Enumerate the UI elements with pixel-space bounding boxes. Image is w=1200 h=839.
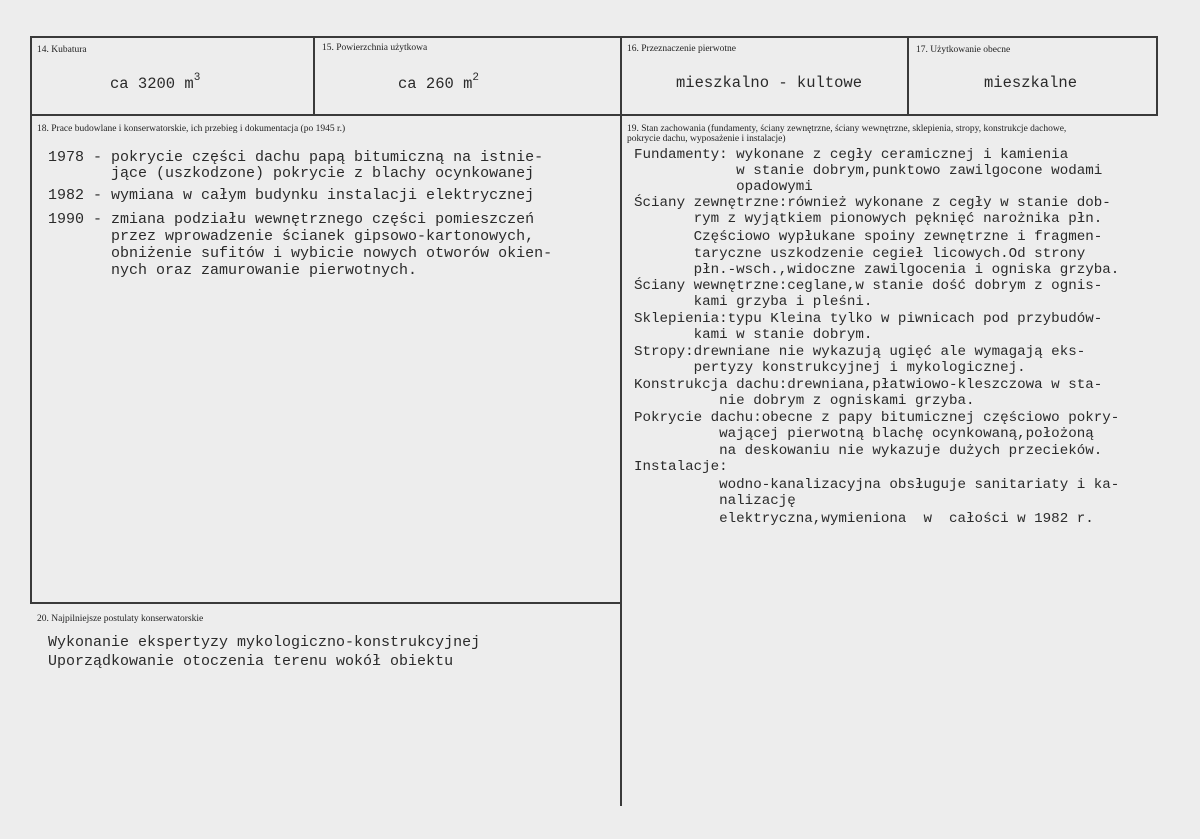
stan-line: elektryczna,wymieniona w całości w 1982 r. xyxy=(634,511,1094,527)
powierzchnia-unit-exponent: 2 xyxy=(472,72,480,84)
postulaty-label: 20. Najpilniejsze postulaty konserwatorskie xyxy=(37,614,204,624)
stan-line: płn.-wsch.,widoczne zawilgocenia i ogniska grzyba. xyxy=(634,262,1120,278)
prace-line: 1978 - pokrycie części dachu papą bitumiczną na istnie- xyxy=(48,149,544,166)
uzytkowanie-label: 17. Użytkowanie obecne xyxy=(916,45,1011,55)
stan-line: wającej pierwotną blachę ocynkowaną,położoną xyxy=(634,426,1094,442)
stan-line: Ściany zewnętrzne:również wykonane z cegły w stanie dob- xyxy=(634,195,1111,211)
stan-line: taryczne uszkodzenie cegieł licowych.Od strony xyxy=(634,246,1086,262)
prace-line: obniżenie sufitów i wybicie nowych otworów okien- xyxy=(48,245,553,262)
kubatura-unit-exponent: 3 xyxy=(193,72,201,84)
stan-line: Fundamenty: wykonane z cegły ceramicznej i kamienia xyxy=(634,147,1069,163)
uzytkowanie-value: mieszkalne xyxy=(984,74,1078,92)
prace-line: przez wprowadzenie ścianek gipsowo-kartonowych, xyxy=(48,228,535,245)
kubatura-number: ca 3200 m xyxy=(110,75,194,94)
prace-label: 18. Prace budowlane i konserwatorskie, ich przebieg i dokumentacja (po 1945 r.) xyxy=(37,124,346,134)
przeznaczenie-label: 16. Przeznaczenie pierwotne xyxy=(627,44,736,54)
postulaty-line: Wykonanie ekspertyzy mykologiczno-konstrukcyjnej xyxy=(48,634,481,651)
stan-label-cont: pokrycie dachu, wyposażenie i instalacje) xyxy=(627,134,786,144)
postulaty-text xyxy=(48,633,608,673)
right-border xyxy=(1156,36,1158,115)
left-border xyxy=(30,36,32,603)
prace-line: 1990 - zmiana podziału wewnętrznego części pomieszczeń xyxy=(48,211,535,228)
stan-line: Sklepienia:typu Kleina tylko w piwnicach pod przybudów- xyxy=(634,311,1103,327)
stan-line: kami grzyba i pleśni. xyxy=(634,294,873,310)
powierzchnia-label: 15. Powierzchnia użytkowa xyxy=(322,43,428,53)
stan-line: Konstrukcja dachu:drewniana,płatwiowo-kleszczowa w sta- xyxy=(634,377,1103,393)
stan-line: nie dobrym z ogniskami grzyba. xyxy=(634,393,975,409)
stan-label: 19. Stan zachowania (fundamenty, ściany zewnętrzne, ściany wewnętrzne, sklepienia, stropy, konstrukcje dachowe, xyxy=(627,124,1067,134)
stan-line: Stropy:drewniane nie wykazują ugięć ale wymagają eks- xyxy=(634,344,1086,360)
stan-line: rym z wyjątkiem pionowych pęknięć narożnika płn. xyxy=(634,211,1103,227)
stan-line: pertyzy konstrukcyjnej i mykologicznej. xyxy=(634,360,1026,376)
stan-text xyxy=(634,147,1196,527)
prace-line: nych oraz zamurowanie pierwotnych. xyxy=(48,262,418,279)
stan-line: na deskowaniu nie wykazuje dużych przecieków. xyxy=(634,443,1103,459)
row2-divider-left xyxy=(30,602,622,604)
stan-line: Instalacje: xyxy=(634,459,728,475)
stan-line: opadowymi xyxy=(634,179,813,195)
top-border xyxy=(30,36,1158,38)
prace-line: jące (uszkodzone) pokrycie z blachy ocynkowanej xyxy=(48,165,535,182)
stan-line: Częściowo wypłukane spoiny zewnętrzne i fragmen- xyxy=(634,229,1103,245)
col-divider-3 xyxy=(907,36,909,115)
stan-line: w stanie dobrym,punktowo zawilgocone wodami xyxy=(634,163,1103,179)
row1-divider xyxy=(30,114,1158,116)
stan-line: Pokrycie dachu:obecne z papy bitumicznej częściowo pokry- xyxy=(634,410,1120,426)
stan-line: nalizację xyxy=(634,493,796,509)
przeznaczenie-value: mieszkalno - kultowe xyxy=(676,74,863,92)
powierzchnia-value xyxy=(398,74,479,93)
stan-line: Ściany wewnętrzne:ceglane,w stanie dość dobrym z ognis- xyxy=(634,278,1103,294)
kubatura-label: 14. Kubatura xyxy=(37,45,87,55)
stan-line: wodno-kanalizacyjna obsługuje sanitariaty i ka- xyxy=(634,477,1120,493)
powierzchnia-number: ca 260 m xyxy=(398,75,473,94)
kubatura-value xyxy=(110,74,200,93)
col-divider-1 xyxy=(313,36,315,115)
postulaty-line: Uporządkowanie otoczenia terenu wokół obiektu xyxy=(48,653,454,670)
col-divider-2 xyxy=(620,36,622,806)
prace-line: 1982 - wymiana w całym budynku instalacji elektrycznej xyxy=(48,187,535,204)
prace-text xyxy=(48,148,618,308)
stan-line: kami w stanie dobrym. xyxy=(634,327,873,343)
